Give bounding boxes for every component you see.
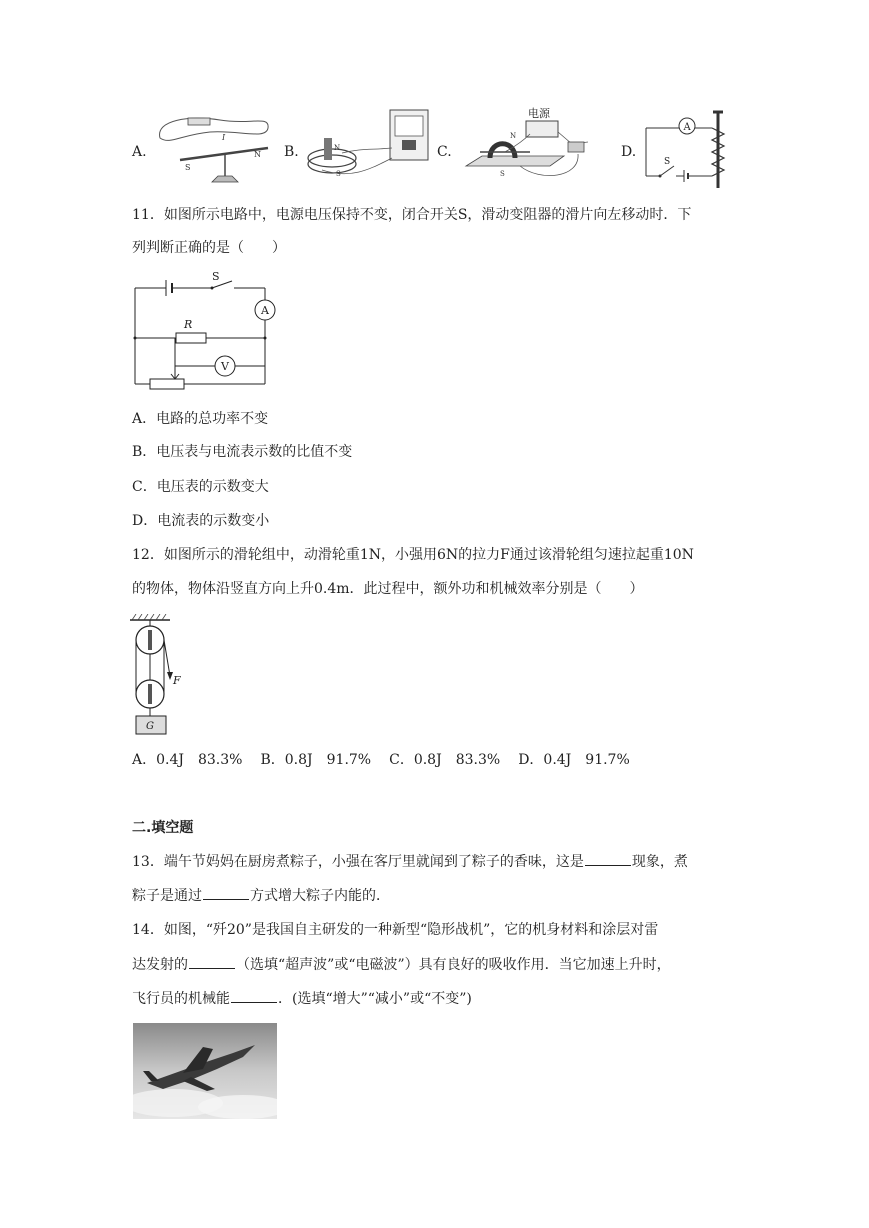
q10-option-a-label: A. xyxy=(132,144,147,160)
q14-line3-part2: ．(选填“增大”“减小”或“不变”) xyxy=(278,991,472,1007)
fig-d-ammeter-label: A xyxy=(683,122,691,133)
q13-text-line2 xyxy=(132,885,390,906)
fig-a-n-label: N xyxy=(254,150,261,159)
q11-option-d: D．电流表的示数变小 xyxy=(132,513,270,529)
q13-line1-part1: 13．端午节妈妈在厨房煮粽子，小强在客厅里就闻到了粽子的香味，这是 xyxy=(132,854,584,870)
q11-voltmeter-label: V xyxy=(221,360,229,373)
fig-c-n-label: N xyxy=(510,132,517,140)
fig-d-s-label: S xyxy=(664,157,671,167)
q12-options-row xyxy=(132,750,630,770)
fig-c-power-label: 电源 xyxy=(528,107,550,120)
fig-b-s-label: S xyxy=(336,170,341,178)
q11-option-a: A．电路的总功率不变 xyxy=(132,411,269,427)
q10-figure-b xyxy=(302,108,432,188)
q10-figure-c xyxy=(460,104,600,186)
q13-blank-2[interactable] xyxy=(203,885,249,900)
q11-ammeter-label: A xyxy=(261,304,269,317)
section-title: 二.填空题 xyxy=(132,820,194,836)
q10-option-d-label: D. xyxy=(621,144,637,160)
q12-option-c: C．0.8J 83.3% xyxy=(389,752,501,768)
q11-option-c: C．电压表的示数变大 xyxy=(132,479,269,495)
q14-line2-part2: （选填“超声波”或“电磁波”）具有良好的吸收作用．当它加速上升时， xyxy=(236,957,671,973)
q12-option-a: A．0.4J 83.3% xyxy=(132,752,243,768)
fig-a-i-label: I xyxy=(222,133,226,142)
q13-line2-part2: 方式增大粽子内能的． xyxy=(250,888,390,904)
q12-pulley-diagram xyxy=(130,614,190,736)
q12-text-line2: 的物体，物体沿竖直方向上升0.4m．此过程中，额外功和机械效率分别是（ ） xyxy=(132,581,644,597)
q10-option-b-label: B. xyxy=(284,144,299,160)
q12-option-d: D．0.4J 91.7% xyxy=(518,752,630,768)
q11-option-b: B．电压表与电流表示数的比值不变 xyxy=(132,444,353,460)
q10-option-c-label: C. xyxy=(437,144,452,160)
fig-c-s-label: S xyxy=(500,170,505,178)
q11-text-line1: 11．如图所示电路中，电源电压保持不变，闭合开关S，滑动变阻器的滑片向左移动时．下 xyxy=(132,207,692,223)
q14-line3-part1: 飞行员的机械能 xyxy=(132,991,230,1007)
q10-figure-a xyxy=(150,110,275,190)
q13-blank-1[interactable] xyxy=(585,851,631,866)
q14-blank-1[interactable] xyxy=(189,954,235,969)
q12-option-b: B．0.8J 91.7% xyxy=(260,752,372,768)
q14-fighter-jet-image xyxy=(133,1023,277,1119)
q13-line1-part2: 现象，煮 xyxy=(631,854,688,870)
fig-a-s-label: S xyxy=(185,163,191,172)
q10-figure-d xyxy=(640,108,730,190)
q14-text-line2 xyxy=(132,954,671,975)
q11-switch-label: S xyxy=(212,270,220,283)
q12-weight-label: G xyxy=(146,721,154,732)
q13-line2-part1: 粽子是通过 xyxy=(132,888,202,904)
q12-force-label: F xyxy=(173,674,181,687)
q11-text-line2: 列判断正确的是（ ） xyxy=(132,240,286,256)
fig-b-n-label: N xyxy=(334,144,341,152)
q14-blank-2[interactable] xyxy=(231,988,277,1003)
q11-resistor-label: R xyxy=(184,318,193,331)
q13-text-line1 xyxy=(132,851,688,872)
q14-text-line1: 14．如图，“歼20”是我国自主研发的一种新型“隐形战机”，它的机身材料和涂层对雷 xyxy=(132,922,659,938)
q11-circuit-diagram xyxy=(130,270,280,392)
q12-text-line1: 12．如图所示的滑轮组中，动滑轮重1N，小强用6N的拉力F通过该滑轮组匀速拉起重10N xyxy=(132,547,694,563)
q14-text-line3 xyxy=(132,988,472,1009)
q14-line2-part1: 达发射的 xyxy=(132,957,188,973)
